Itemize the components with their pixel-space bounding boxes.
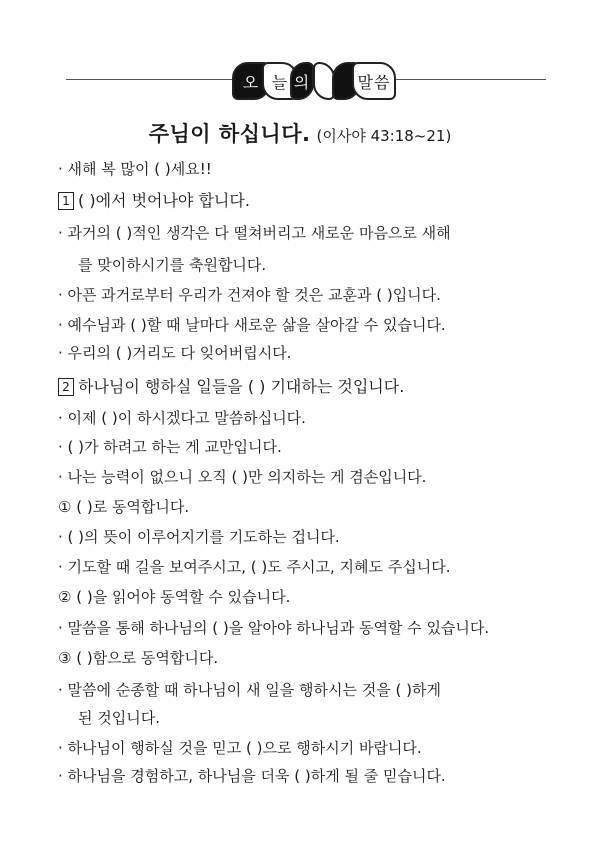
text-line: ① ( )로 동역합니다. <box>58 498 190 516</box>
text-line: · 나는 능력이 없으니 오직 ( )만 의지하는 게 겸손입니다. <box>58 468 427 486</box>
page-title <box>0 118 600 148</box>
banner-char: 오 <box>232 62 270 100</box>
text-line: · 말씀을 통해 하나님의 ( )을 알아야 하나님과 동역할 수 있습니다. <box>58 619 490 637</box>
text-line: · 과거의 ( )적인 생각은 다 떨쳐버리고 새로운 마음으로 새해 <box>58 224 451 242</box>
banner-char: 씀 <box>374 72 391 92</box>
text-line: · ( )가 하려고 하는 게 교만입니다. <box>58 438 282 456</box>
text-line: 를 맞이하시기를 축원합니다. <box>78 256 267 274</box>
text-line: · 기도할 때 길을 보여주시고, ( )도 주시고, 지혜도 주십니다. <box>58 558 451 576</box>
text-line: ② ( )을 읽어야 동역할 수 있습니다. <box>58 588 291 606</box>
section-number-box: 1 <box>58 192 74 210</box>
section-text: 하나님이 행하실 일들을 ( ) 기대하는 것입니다. <box>78 377 405 396</box>
banner-char-pair <box>352 62 396 100</box>
section-heading <box>58 190 250 212</box>
banner-rule-left <box>66 79 232 80</box>
section-number-box: 2 <box>58 378 74 396</box>
title-reference: (이사야 43:18~21) <box>316 127 452 145</box>
text-line: · 새해 복 많이 ( )세요!! <box>58 160 212 178</box>
section-heading <box>58 376 404 398</box>
text-line: · 우리의 ( )거리도 다 잊어버립시다. <box>58 344 292 362</box>
section-text: ( )에서 벗어나야 합니다. <box>78 191 250 210</box>
banner-rule-right <box>396 79 546 80</box>
text-line: ③ ( )함으로 동역합니다. <box>58 649 219 667</box>
banner-char: 의 <box>290 62 314 100</box>
text-line: · 이제 ( )이 하시겠다고 말씀하십니다. <box>58 409 306 427</box>
text-line: 된 것입니다. <box>78 709 160 727</box>
banner-char: 말 <box>357 72 374 92</box>
text-line: · 하나님을 경험하고, 하나님을 더욱 ( )하게 될 줄 믿습니다. <box>58 767 446 785</box>
text-line: · 아픈 과거로부터 우리가 건져야 할 것은 교훈과 ( )입니다. <box>58 286 441 304</box>
text-line: · 예수님과 ( )할 때 날마다 새로운 삶을 살아갈 수 있습니다. <box>58 316 446 334</box>
title-main: 주님이 하십니다. <box>148 122 311 146</box>
banner-char: 늘 <box>262 62 298 100</box>
text-line: · 말씀에 순종할 때 하나님이 새 일을 행하시는 것을 ( )하게 <box>58 681 441 699</box>
text-line: · ( )의 뜻이 이루어지기를 기도하는 겁니다. <box>58 528 340 546</box>
text-line: · 하나님이 행하실 것을 믿고 ( )으로 행하시기 바랍니다. <box>58 739 422 757</box>
